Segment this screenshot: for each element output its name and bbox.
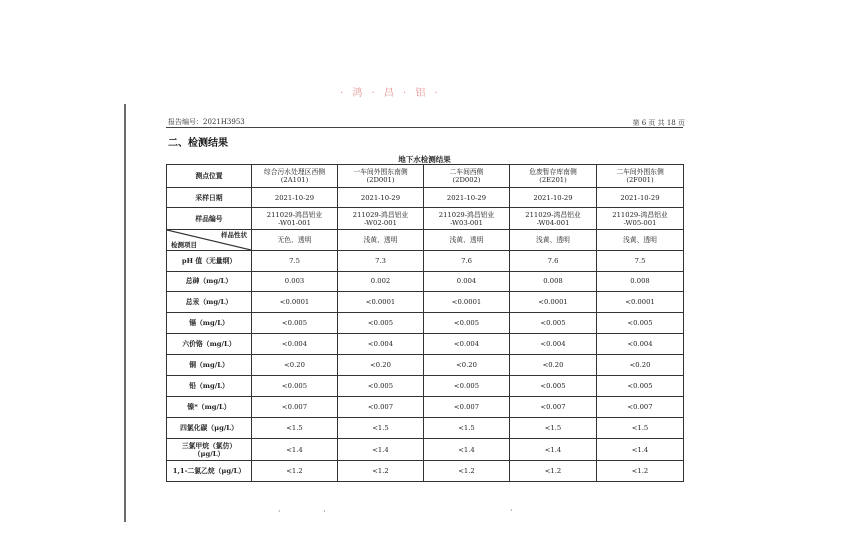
parameter-label: 总砷（mg/L）: [167, 271, 252, 292]
header-divider: [166, 127, 683, 128]
result-cell: <0.0001: [510, 292, 597, 313]
result-cell: 7.3: [338, 251, 424, 272]
parameter-label: pH 值（无量纲）: [167, 251, 252, 272]
result-cell: <1.4: [424, 439, 510, 461]
table-row: [167, 397, 684, 418]
table-row-sample: [167, 208, 684, 230]
result-cell: <1.5: [424, 418, 510, 439]
result-cell: <1.4: [252, 439, 338, 461]
report-number: 报告编号：2021H3953: [168, 118, 245, 126]
table-row: [167, 439, 684, 461]
result-cell: <0.007: [597, 397, 684, 418]
table-row: [167, 292, 684, 313]
parameter-label: 四氯化碳（μg/L）: [167, 418, 252, 439]
result-cell: <1.5: [510, 418, 597, 439]
result-cell: <0.0001: [424, 292, 510, 313]
page-number: 第 6 页 共 18 页: [632, 119, 685, 127]
result-cell: <0.007: [338, 397, 424, 418]
appearance-cell: 无色、透明: [252, 230, 338, 251]
header-location-label: 测点位置: [167, 165, 252, 188]
footer-marks-left: · ·: [278, 507, 346, 516]
table-row: [167, 461, 684, 482]
result-cell: <0.005: [510, 313, 597, 334]
result-cell: <1.4: [338, 439, 424, 461]
result-cell: <0.004: [252, 334, 338, 355]
result-cell: <0.0001: [597, 292, 684, 313]
result-cell: 0.002: [338, 271, 424, 292]
result-cell: <1.4: [510, 439, 597, 461]
result-cell: <1.5: [338, 418, 424, 439]
page-left-edge: [124, 104, 126, 522]
result-cell: 7.5: [597, 251, 684, 272]
parameter-label: 总汞（mg/L）: [167, 292, 252, 313]
parameter-label: 镉（mg/L）: [167, 313, 252, 334]
seal-stamp-top: · 鸿 · 昌 · 铝 ·: [340, 88, 441, 99]
date-cell: 2021-10-29: [424, 188, 510, 208]
result-cell: <0.20: [424, 355, 510, 376]
table-row: [167, 355, 684, 376]
result-cell: <0.007: [510, 397, 597, 418]
table-row-location: [167, 165, 684, 188]
table-row-appearance: [167, 230, 684, 251]
result-cell: <0.0001: [338, 292, 424, 313]
result-cell: 7.6: [510, 251, 597, 272]
table-row: [167, 376, 684, 397]
location-cell: 二车间外围东侧 (2F001): [597, 165, 684, 188]
result-cell: <0.004: [510, 334, 597, 355]
result-cell: 0.008: [510, 271, 597, 292]
result-cell: <1.2: [597, 461, 684, 482]
parameter-label: 镍*（mg/L）: [167, 397, 252, 418]
table-row: [167, 313, 684, 334]
result-cell: <0.005: [597, 376, 684, 397]
result-cell: <1.2: [252, 461, 338, 482]
result-cell: 0.003: [252, 271, 338, 292]
result-cell: 7.6: [424, 251, 510, 272]
result-cell: <1.4: [597, 439, 684, 461]
diagonal-header-cell: [167, 230, 252, 251]
sample-cell: 211029-鸿昌铝业 -W04-001: [510, 208, 597, 230]
location-cell: 二车间西侧 (2D002): [424, 165, 510, 188]
location-cell: 危废暂存库南侧 (2E201): [510, 165, 597, 188]
date-cell: 2021-10-29: [338, 188, 424, 208]
appearance-cell: 浅黄、透明: [338, 230, 424, 251]
diag-label-items: 检测项目: [171, 241, 197, 249]
result-cell: <0.005: [597, 313, 684, 334]
date-cell: 2021-10-29: [510, 188, 597, 208]
result-cell: <1.5: [252, 418, 338, 439]
footer-marks-right: ·: [510, 506, 521, 515]
result-cell: <0.005: [252, 313, 338, 334]
table-row: [167, 251, 684, 272]
section-title: 二、检测结果: [168, 138, 228, 149]
result-cell: <0.007: [424, 397, 510, 418]
result-cell: <0.004: [338, 334, 424, 355]
date-cell: 2021-10-29: [597, 188, 684, 208]
result-cell: <1.2: [424, 461, 510, 482]
result-cell: 0.008: [597, 271, 684, 292]
sample-cell: 211029-鸿昌铝业 -W05-001: [597, 208, 684, 230]
result-cell: <0.005: [424, 376, 510, 397]
result-cell: <0.004: [597, 334, 684, 355]
result-cell: <0.20: [338, 355, 424, 376]
header-date-label: 采样日期: [167, 188, 252, 208]
appearance-cell: 浅黄、透明: [510, 230, 597, 251]
table-caption: 地下水检测结果: [398, 155, 451, 164]
table-row: [167, 418, 684, 439]
parameter-label: 铅（mg/L）: [167, 376, 252, 397]
parameter-label: 1,1-二氯乙烷（μg/L）: [167, 461, 252, 482]
table-row: [167, 334, 684, 355]
location-cell: 综合污水处理区西侧 (2A101): [252, 165, 338, 188]
result-cell: <0.004: [424, 334, 510, 355]
appearance-cell: 浅黄、透明: [424, 230, 510, 251]
result-cell: <0.007: [252, 397, 338, 418]
sample-cell: 211029-鸿昌铝业 -W02-001: [338, 208, 424, 230]
result-cell: <0.20: [510, 355, 597, 376]
result-cell: <1.2: [338, 461, 424, 482]
table-row: [167, 271, 684, 292]
diag-label-appearance: 样品性状: [221, 231, 247, 239]
date-cell: 2021-10-29: [252, 188, 338, 208]
parameter-label: 铜（mg/L）: [167, 355, 252, 376]
result-cell: <0.005: [510, 376, 597, 397]
result-cell: <0.20: [252, 355, 338, 376]
sample-cell: 211029-鸿昌铝业 -W01-001: [252, 208, 338, 230]
result-cell: <0.20: [597, 355, 684, 376]
results-table: [166, 164, 684, 482]
parameter-label: 三氯甲烷（氯仿） （μg/L）: [167, 439, 252, 461]
result-cell: <0.005: [424, 313, 510, 334]
result-cell: <0.005: [338, 313, 424, 334]
result-cell: 7.5: [252, 251, 338, 272]
header-sample-label: 样品编号: [167, 208, 252, 230]
result-cell: <0.005: [252, 376, 338, 397]
location-cell: 一车间外围东南侧 (2D001): [338, 165, 424, 188]
parameter-label: 六价铬（mg/L）: [167, 334, 252, 355]
table-row-date: [167, 188, 684, 208]
appearance-cell: 浅黄、透明: [597, 230, 684, 251]
sample-cell: 211029-鸿昌铝业 -W03-001: [424, 208, 510, 230]
result-cell: <0.0001: [252, 292, 338, 313]
result-cell: 0.004: [424, 271, 510, 292]
result-cell: <1.5: [597, 418, 684, 439]
result-cell: <0.005: [338, 376, 424, 397]
result-cell: <1.2: [510, 461, 597, 482]
